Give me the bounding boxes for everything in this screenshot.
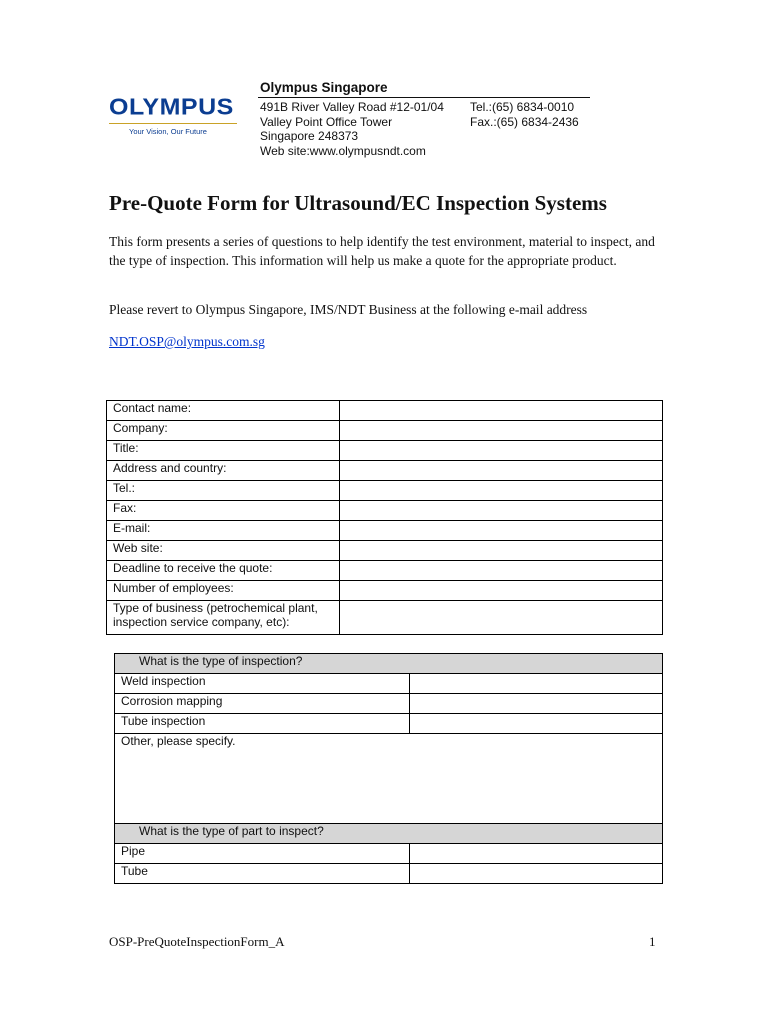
field-input-cell[interactable]	[340, 501, 663, 521]
address-line: 491B River Valley Road #12-01/04	[260, 100, 444, 114]
field-input-cell[interactable]	[340, 521, 663, 541]
field-input-cell[interactable]	[340, 441, 663, 461]
field-input-cell[interactable]	[340, 401, 663, 421]
field-input-cell[interactable]	[340, 581, 663, 601]
table-row	[115, 734, 663, 824]
telephone: Tel.:(65) 6834-0010	[470, 100, 575, 114]
table-row	[115, 844, 663, 864]
option-input-cell[interactable]	[410, 864, 663, 884]
table-row	[107, 581, 663, 601]
option-input-cell[interactable]	[410, 674, 663, 694]
inspection-table	[114, 653, 663, 884]
section-header-row	[115, 824, 663, 844]
logo-tagline: Your Vision, Our Future	[129, 127, 207, 136]
table-row	[115, 714, 663, 734]
option-label: Tube	[115, 864, 410, 884]
section-header: What is the type of inspection?	[115, 654, 663, 674]
olympus-logo	[109, 96, 241, 136]
table-row	[107, 441, 663, 461]
contact-info-table	[106, 400, 663, 635]
address-line: Singapore 248373	[260, 129, 359, 143]
page-number: 1	[649, 934, 656, 949]
company-divider	[258, 97, 590, 98]
table-row	[107, 601, 663, 635]
table-row	[115, 694, 663, 714]
website-line: Web site:www.olympusndt.com	[260, 143, 426, 158]
field-label: Company:	[107, 421, 340, 441]
field-input-cell[interactable]	[340, 421, 663, 441]
option-input-cell[interactable]	[410, 694, 663, 714]
option-label: Weld inspection	[115, 674, 410, 694]
option-label: Pipe	[115, 844, 410, 864]
field-input-cell[interactable]	[340, 461, 663, 481]
company-phone-fax	[470, 100, 579, 129]
field-label: Contact name:	[107, 401, 340, 421]
table-row	[115, 864, 663, 884]
field-label: Number of employees:	[107, 581, 340, 601]
field-label: Fax:	[107, 501, 340, 521]
field-input-cell[interactable]	[340, 541, 663, 561]
fax: Fax.:(65) 6834-2436	[470, 114, 579, 129]
intro-paragraph: This form presents a series of questions to help identify the test environment, material to inspect, and the type of inspection. This information will help us make a quote for the appropriate product.	[109, 234, 655, 268]
option-input-cell[interactable]	[410, 714, 663, 734]
option-input-cell[interactable]	[410, 844, 663, 864]
table-row	[107, 541, 663, 561]
field-label: Deadline to receive the quote:	[107, 561, 340, 581]
address-line: Valley Point Office Tower	[260, 114, 393, 129]
table-row	[107, 501, 663, 521]
revert-paragraph: Please revert to Olympus Singapore, IMS/NDT Business at the following e-mail address	[109, 302, 588, 317]
section-header: What is the type of part to inspect?	[115, 824, 663, 844]
footer-doc-id: OSP-PreQuoteInspectionForm_A	[109, 934, 285, 949]
field-label: Tel.:	[107, 481, 340, 501]
field-input-cell[interactable]	[340, 561, 663, 581]
company-address	[260, 100, 444, 158]
field-label: E-mail:	[107, 521, 340, 541]
logo-rule	[109, 123, 237, 124]
page-title: Pre-Quote Form for Ultrasound/EC Inspection Systems	[109, 191, 607, 215]
other-specify-cell[interactable]: Other, please specify.	[115, 734, 663, 824]
email-link[interactable]: NDT.OSP@olympus.com.sg	[109, 334, 265, 349]
table-row	[107, 481, 663, 501]
field-label: Address and country:	[107, 461, 340, 481]
field-label: Web site:	[107, 541, 340, 561]
table-row	[107, 421, 663, 441]
option-label: Tube inspection	[115, 714, 410, 734]
table-row	[107, 561, 663, 581]
field-label: Type of business (petrochemical plant, inspection service company, etc):	[107, 601, 340, 635]
field-input-cell[interactable]	[340, 481, 663, 501]
field-label: Title:	[107, 441, 340, 461]
table-row	[107, 401, 663, 421]
logo-wordmark: OLYMPUS	[109, 94, 234, 120]
section-header-row	[115, 654, 663, 674]
table-row	[107, 461, 663, 481]
option-label: Corrosion mapping	[115, 694, 410, 714]
company-name: Olympus Singapore	[260, 80, 388, 95]
field-input-cell[interactable]	[340, 601, 663, 635]
table-row	[107, 521, 663, 541]
table-row	[115, 674, 663, 694]
